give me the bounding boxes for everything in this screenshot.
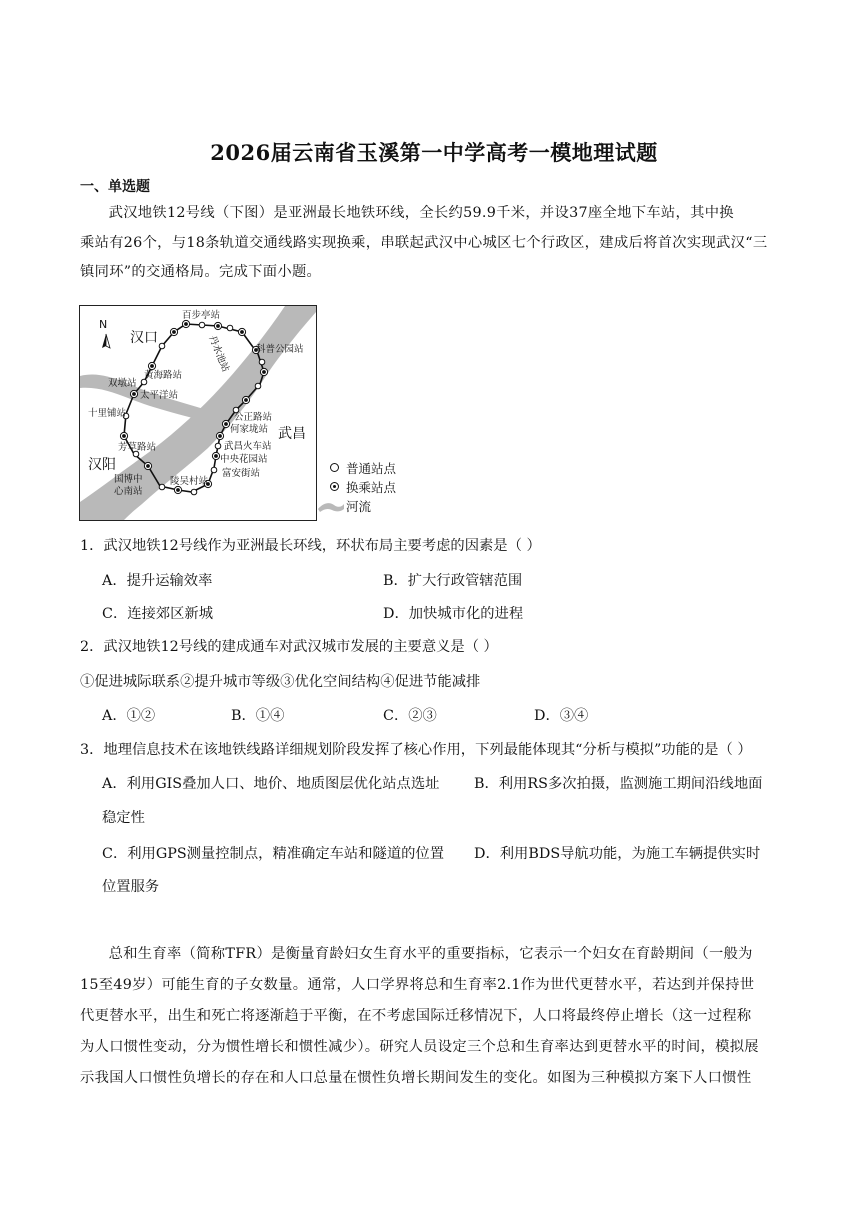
legend-transfer xyxy=(330,477,396,496)
q3-option-a[interactable]: A．利用GIS叠加人口、地价、地质图层优化站点选址 xyxy=(102,776,440,792)
q3-option-c[interactable]: C．利用GPS测量控制点，精准确定车站和隧道的位置 xyxy=(102,846,445,862)
tfr-line: 示我国人口惯性负增长的存在和人口总量在惯性负增长期间发生的变化。如图为三种模拟方案下人口惯性 xyxy=(80,1070,752,1086)
intro-line: 武汉地铁12号线（下图）是亚洲最长地铁环线，全长约59.9千米，并设37座全地下车站，其中换 xyxy=(108,205,734,221)
legend-normal-label: 普通站点 xyxy=(346,460,397,476)
q3-option-b[interactable]: B．利用RS多次拍摄，监测施工期间沿线地面 xyxy=(474,776,763,792)
district-wuchang: 武昌 xyxy=(278,426,306,442)
q3-option-d-cont: 位置服务 xyxy=(102,879,160,895)
station-label: 国博中 xyxy=(114,474,143,485)
station-label: 公正路站 xyxy=(234,412,273,423)
north-label: N xyxy=(99,318,108,331)
q2-option-a[interactable]: A．①② xyxy=(102,708,156,724)
north-arrow-icon xyxy=(99,318,110,348)
legend-transfer-label: 换乘站点 xyxy=(346,479,397,495)
tfr-line: 总和生育率（简称TFR）是衡量育龄妇女生育水平的重要指标，它表示一个妇女在育龄期间（一般为 xyxy=(108,946,753,962)
page-title: 2026届云南省玉溪第一中学高考一模地理试题 xyxy=(210,140,658,165)
station-label: 科普公园站 xyxy=(256,344,304,355)
tfr-line: 代更替水平，出生和死亡将逐渐趋于平衡，在不考虑国际迁移情况下，人口将最终停止增长（这一过程称 xyxy=(80,1008,752,1024)
station-label: 太平洋站 xyxy=(140,390,179,401)
transfer-station-icon xyxy=(330,482,339,491)
metro-map xyxy=(79,305,317,521)
tfr-paragraph xyxy=(80,939,790,1094)
station-label: 双墩站 xyxy=(108,378,137,389)
legend-river-label: 河流 xyxy=(346,498,372,514)
q3-option-b-cont: 稳定性 xyxy=(102,810,145,826)
q1-option-b[interactable]: B．扩大行政管辖范围 xyxy=(383,573,523,589)
tfr-line: 15至49岁）可能生育的子女数量。通常，人口学界将总和生育率2.1作为世代更替水平，若达到并保持世 xyxy=(80,977,755,993)
legend-normal xyxy=(330,458,396,477)
normal-station-icon xyxy=(330,463,339,472)
intro-line: 镇同环”的交通格局。完成下面小题。 xyxy=(80,264,322,280)
district-hankou: 汉口 xyxy=(130,330,158,346)
question-1-stem: 1．武汉地铁12号线作为亚洲最长环线，环状布局主要考虑的因素是（ ） xyxy=(80,538,541,554)
station-label: 中央花园站 xyxy=(220,454,268,465)
q3-option-d[interactable]: D．利用BDS导航功能，为施工车辆提供实时 xyxy=(474,846,761,862)
section-heading: 一、单选题 xyxy=(80,179,150,195)
station-label: 武昌火车站 xyxy=(224,441,272,452)
q1-option-a[interactable]: A．提升运输效率 xyxy=(102,573,213,589)
district-hanyang: 汉阳 xyxy=(88,457,116,473)
q2-option-d[interactable]: D．③④ xyxy=(534,708,589,724)
station-label: 芳草路站 xyxy=(118,442,157,453)
station-label: 十里铺站 xyxy=(88,408,127,419)
station-label: 何家垅站 xyxy=(230,424,269,435)
legend xyxy=(330,458,396,515)
q2-option-c[interactable]: C．②③ xyxy=(383,708,437,724)
question-3-stem: 3．地理信息技术在该地铁线路详细规划阶段发挥了核心作用，下列最能体现其“分析与模拟”功能的是（ ） xyxy=(80,742,752,758)
station-label-danshuichi: 丹水池站 xyxy=(206,334,231,374)
intro-line: 乘站有26个，与18条轨道交通线路实现换乘，串联起武汉中心城区七个行政区，建成后将首次实现武汉“三 xyxy=(80,234,768,251)
station-label: 陵吴村站 xyxy=(170,476,209,487)
station-label: 心南站 xyxy=(114,486,143,497)
station-label: 百步亭站 xyxy=(182,310,221,321)
q1-option-d[interactable]: D．加快城市化的进程 xyxy=(383,606,524,622)
station-label: 黄海路站 xyxy=(144,370,183,381)
question-2-stem: 2．武汉地铁12号线的建成通车对武汉城市发展的主要意义是（ ） xyxy=(80,639,498,655)
river-icon xyxy=(318,500,344,512)
question-2-items: ①促进城际联系②提升城市等级③优化空间结构④促进节能减排 xyxy=(80,674,481,690)
station-label: 富安街站 xyxy=(222,468,261,479)
legend-river xyxy=(318,496,396,515)
q1-option-c[interactable]: C．连接郊区新城 xyxy=(102,606,214,622)
tfr-line: 为人口惯性变动，分为惯性增长和惯性减少）。研究人员设定三个总和生育率达到更替水平的时间，模拟展 xyxy=(80,1039,759,1055)
intro-paragraph xyxy=(80,199,790,288)
q2-option-b[interactable]: B．①④ xyxy=(231,708,285,724)
